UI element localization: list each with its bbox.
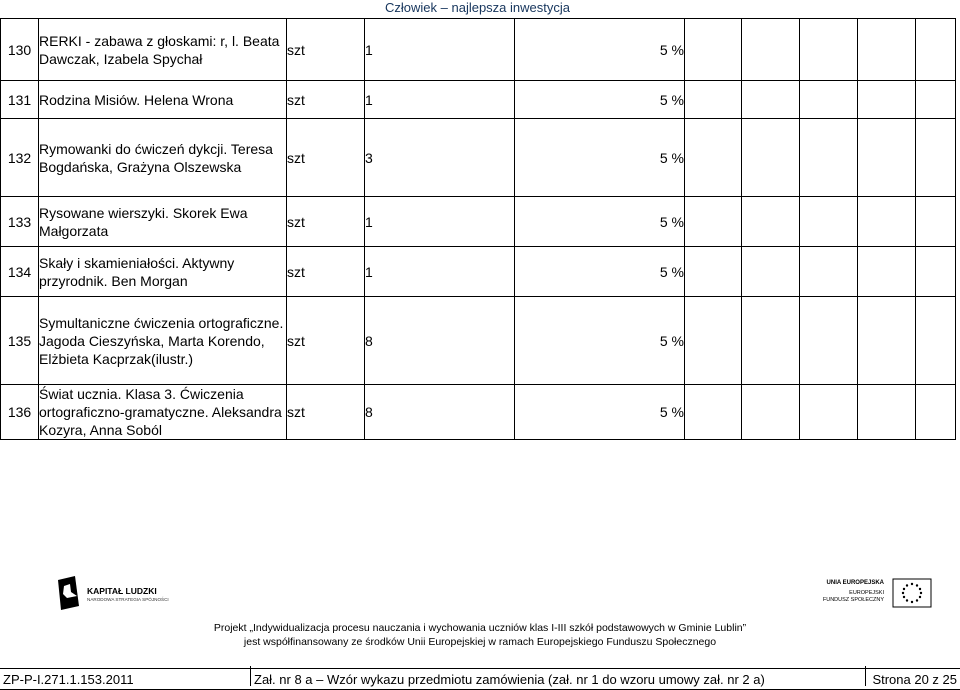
- row-number: 133: [1, 197, 39, 247]
- quantity-cell: 1: [365, 81, 515, 119]
- empty-cell: [800, 81, 858, 119]
- unit-cell: szt: [287, 81, 365, 119]
- footer-attachment: Zał. nr 8 a – Wzór wykazu przedmiotu zamówienia (zał. nr 1 do wzoru umowy zał. nr 2 a): [254, 672, 765, 687]
- eu-efs-logo: [822, 578, 932, 610]
- item-name: Rodzina Misiów. Helena Wrona: [39, 81, 287, 119]
- empty-cell: [800, 19, 858, 81]
- empty-cell: [800, 385, 858, 440]
- item-name: RERKI - zabawa z głoskami: r, l. Beata Dawczak, Izabela Spychał: [39, 19, 287, 81]
- table-row: [1, 119, 956, 197]
- kapital-ludzki-title: KAPITAŁ LUDZKI: [87, 586, 157, 596]
- item-name: Świat ucznia. Klasa 3. Ćwiczenia ortograficzno-gramatyczne. Aleksandra Kozyra, Anna Soból: [39, 385, 287, 440]
- footer-page-number: Strona 20 z 25: [872, 672, 957, 687]
- empty-cell: [742, 297, 800, 385]
- empty-cell: [800, 247, 858, 297]
- page-header-title: Człowiek – najlepsza inwestycja: [385, 0, 570, 15]
- vat-cell: 5 %: [515, 247, 685, 297]
- unit-cell: szt: [287, 247, 365, 297]
- row-number: 130: [1, 19, 39, 81]
- empty-cell: [916, 119, 956, 197]
- row-number: 132: [1, 119, 39, 197]
- empty-cell: [916, 19, 956, 81]
- empty-cell: [685, 197, 742, 247]
- empty-cell: [858, 81, 916, 119]
- vat-cell: 5 %: [515, 81, 685, 119]
- project-line-1: Projekt „Indywidualizacja procesu nauczania i wychowania uczniów klas I-III szkół podstawowych w Gminie Lublin”: [213, 622, 747, 634]
- empty-cell: [685, 19, 742, 81]
- table-row: [1, 19, 956, 81]
- vat-cell: 5 %: [515, 297, 685, 385]
- eu-label-2: EUROPEJSKI: [849, 590, 884, 596]
- table-row: [1, 197, 956, 247]
- empty-cell: [916, 247, 956, 297]
- quantity-cell: 1: [365, 19, 515, 81]
- row-number: 131: [1, 81, 39, 119]
- empty-cell: [800, 297, 858, 385]
- empty-cell: [858, 297, 916, 385]
- item-name: Skały i skamieniałości. Aktywny przyrodnik. Ben Morgan: [39, 247, 287, 297]
- unit-cell: szt: [287, 19, 365, 81]
- empty-cell: [858, 385, 916, 440]
- footer-reference: ZP-P-I.271.1.153.2011: [3, 672, 134, 687]
- quantity-cell: 8: [365, 385, 515, 440]
- empty-cell: [916, 385, 956, 440]
- empty-cell: [742, 247, 800, 297]
- eu-flag-icon: [892, 578, 932, 608]
- empty-cell: [685, 385, 742, 440]
- quantity-cell: 1: [365, 247, 515, 297]
- empty-cell: [800, 119, 858, 197]
- empty-cell: [742, 81, 800, 119]
- empty-cell: [916, 197, 956, 247]
- item-name: Rysowane wierszyki. Skorek Ewa Małgorzata: [39, 197, 287, 247]
- empty-cell: [800, 197, 858, 247]
- empty-cell: [685, 297, 742, 385]
- empty-cell: [742, 197, 800, 247]
- row-number: 135: [1, 297, 39, 385]
- quantity-cell: 1: [365, 197, 515, 247]
- empty-cell: [858, 19, 916, 81]
- quantity-cell: 8: [365, 297, 515, 385]
- items-table: [0, 18, 956, 440]
- table-row: [1, 385, 956, 440]
- row-number: 134: [1, 247, 39, 297]
- unit-cell: szt: [287, 119, 365, 197]
- kapital-ludzki-logo: [55, 576, 175, 612]
- item-name: Rymowanki do ćwiczeń dykcji. Teresa Bogdańska, Grażyna Olszewska: [39, 119, 287, 197]
- table-row: [1, 247, 956, 297]
- kapital-ludzki-subtitle: NARODOWA STRATEGIA SPÓJNOŚCI: [87, 597, 169, 602]
- vat-cell: 5 %: [515, 197, 685, 247]
- empty-cell: [685, 119, 742, 197]
- table-row: [1, 297, 956, 385]
- row-number: 136: [1, 385, 39, 440]
- unit-cell: szt: [287, 385, 365, 440]
- empty-cell: [742, 19, 800, 81]
- empty-cell: [742, 385, 800, 440]
- unit-cell: szt: [287, 197, 365, 247]
- project-note: [180, 621, 780, 649]
- empty-cell: [742, 119, 800, 197]
- vat-cell: 5 %: [515, 385, 685, 440]
- empty-cell: [685, 247, 742, 297]
- page-footer: [0, 668, 960, 690]
- empty-cell: [685, 81, 742, 119]
- quantity-cell: 3: [365, 119, 515, 197]
- empty-cell: [858, 197, 916, 247]
- empty-cell: [858, 247, 916, 297]
- empty-cell: [916, 81, 956, 119]
- eu-label-1: UNIA EUROPEJSKA: [826, 580, 884, 586]
- vat-cell: 5 %: [515, 19, 685, 81]
- vat-cell: 5 %: [515, 119, 685, 197]
- project-line-2: jest współfinansowany ze środków Unii Europejskiej w ramach Europejskiego Funduszu Społecznego: [243, 636, 717, 648]
- empty-cell: [916, 297, 956, 385]
- empty-cell: [858, 119, 916, 197]
- item-name: Symultaniczne ćwiczenia ortograficzne. Jagoda Cieszyńska, Marta Korendo, Elżbieta Kacprzak(ilustr.): [39, 297, 287, 385]
- table-row: [1, 81, 956, 119]
- eu-label-3: FUNDUSZ SPOŁECZNY: [822, 597, 884, 603]
- unit-cell: szt: [287, 297, 365, 385]
